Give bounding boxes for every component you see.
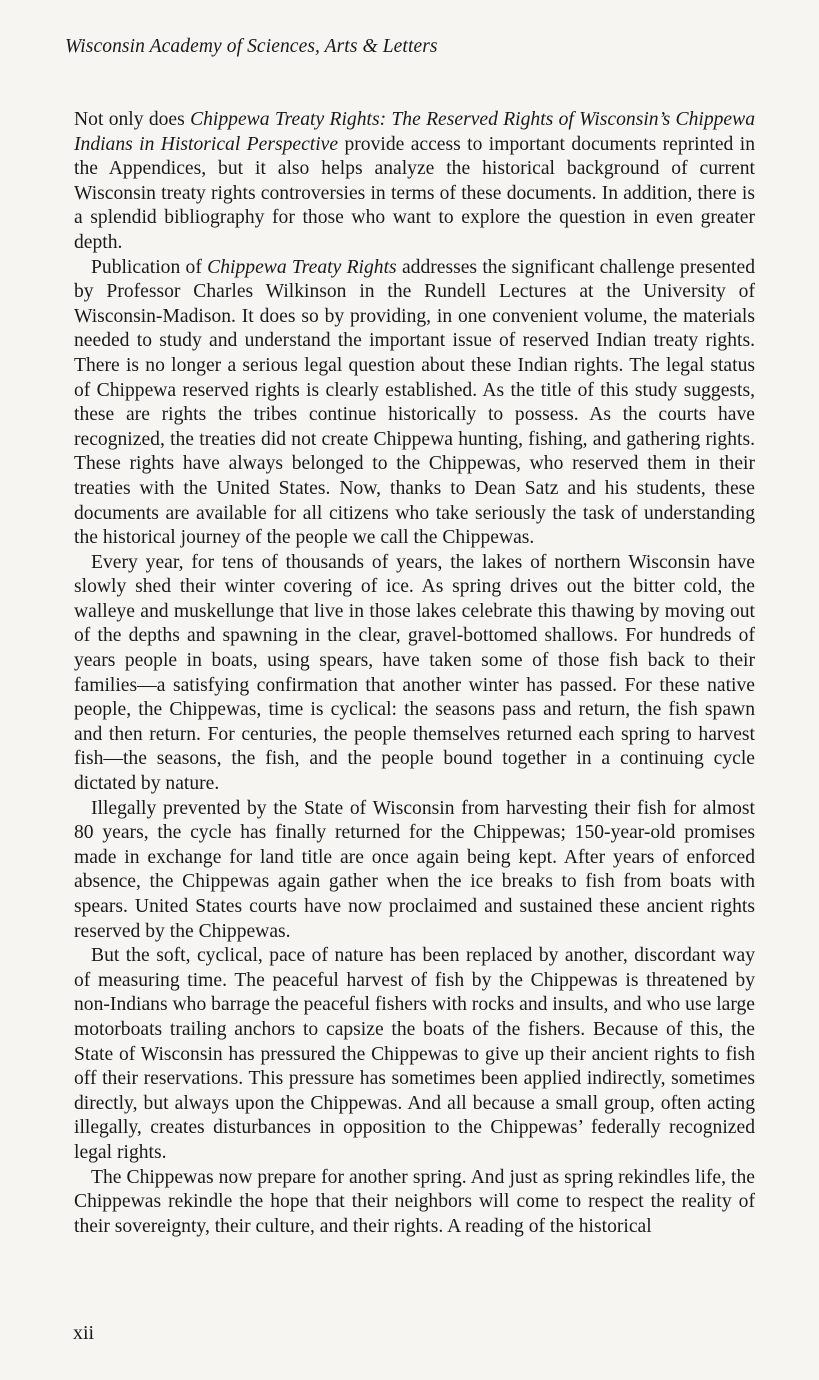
text-segment: addresses the significant challenge presented by Professor Charles Wilkinson in the Rundell Lectures at the University of Wisconsin-Madison. It does so by providing, in one convenient volume, the materials needed to study and understand the important issue of reserved Indian treaty rights. There is no longer a serious legal question about these Indian rights. The legal status of Chippewa reserved rights is clearly established. As the title of this study suggests, these are rights the tribes continue historically to possess. As the courts have recognized, the treaties did not create Chippewa hunting, fishing, and gathering rights. These rights have always belonged to the Chippewas, who reserved them in their treaties with the United States. Now, thanks to Dean Satz and his students, these documents are available for all citizens who take seriously the task of understanding the historical journey of the people we call the Chippewas. bbox=[74, 256, 755, 549]
paragraph bbox=[74, 108, 755, 256]
paragraph bbox=[74, 256, 755, 551]
text-segment: The Chippewas now prepare for another spring. And just as spring rekindles life, the Chippewas rekindle the hope that their neighbors will come to respect the reality of their sovereignty, their culture, and their rights. A reading of the historical bbox=[74, 1166, 755, 1237]
text-segment: Every year, for tens of thousands of years, the lakes of northern Wisconsin have slowly shed their winter covering of ice. As spring drives out the bitter cold, the walleye and muskellunge that live in those lakes celebrate this thawing by moving out of the depths and spawning in the clear, gravel-bottomed shallows. For hundreds of years people in boats, using spears, have taken some of those fish back to their families—a satisfying confirmation that another winter has passed. For these native people, the Chippewas, time is cyclical: the seasons pass and return, the fish spawn and then return. For centuries, the people themselves returned each spring to harvest fish—the seasons, the fish, and the people bound together in a continuing cycle dictated by nature. bbox=[74, 551, 755, 795]
paragraph bbox=[74, 797, 755, 945]
text-segment: provide access to important documents reprinted in the Appendices, but it also helps analyze the historical background of current Wisconsin treaty rights controversies in terms of these documents. In addition, there is a splendid bibliography for those who want to explore the question in even greater depth. bbox=[74, 133, 755, 253]
text-segment: Not only does bbox=[74, 109, 191, 130]
paragraph bbox=[74, 1166, 755, 1240]
text-segment: Illegally prevented by the State of Wisconsin from harvesting their fish for almost 80 years, the cycle has finally returned for the Chippewas; 150-year-old promises made in exchange for land title are once again being kept. After years of enforced absence, the Chippewas again gather when the ice breaks to fish from boats with spears. United States courts have now proclaimed and sustained these ancient rights reserved by the Chippewas. bbox=[74, 797, 755, 942]
page-number: xii bbox=[73, 1322, 95, 1344]
book-title-italic: Chippewa Treaty Rights bbox=[207, 256, 397, 278]
paragraph bbox=[74, 551, 755, 797]
body-text bbox=[74, 108, 755, 1239]
running-head: Wisconsin Academy of Sciences, Arts & Letters bbox=[65, 36, 438, 57]
text-segment: But the soft, cyclical, pace of nature has been replaced by another, discordant way of measuring time. The peaceful harvest of fish by the Chippewas is threatened by non-Indians who barrage the peaceful fishers with rocks and insults, and who use large motorboats trailing anchors to capsize the boats of the fishers. Because of this, the State of Wisconsin has pressured the Chippewas to give up their ancient rights to fish off their reservations. This pressure has sometimes been applied indirectly, sometimes directly, but always upon the Chippewas. And all because a small group, often acting illegally, creates disturbances in opposition to the Chippewas’ federally recognized legal rights. bbox=[74, 945, 755, 1163]
book-title-italic: Chippewa Treaty Rights: The Reserved Rights of Wisconsin’s Chippewa Indians in Historical Perspective bbox=[74, 109, 755, 155]
paragraph bbox=[74, 944, 755, 1165]
text-segment: Publication of bbox=[91, 256, 208, 278]
